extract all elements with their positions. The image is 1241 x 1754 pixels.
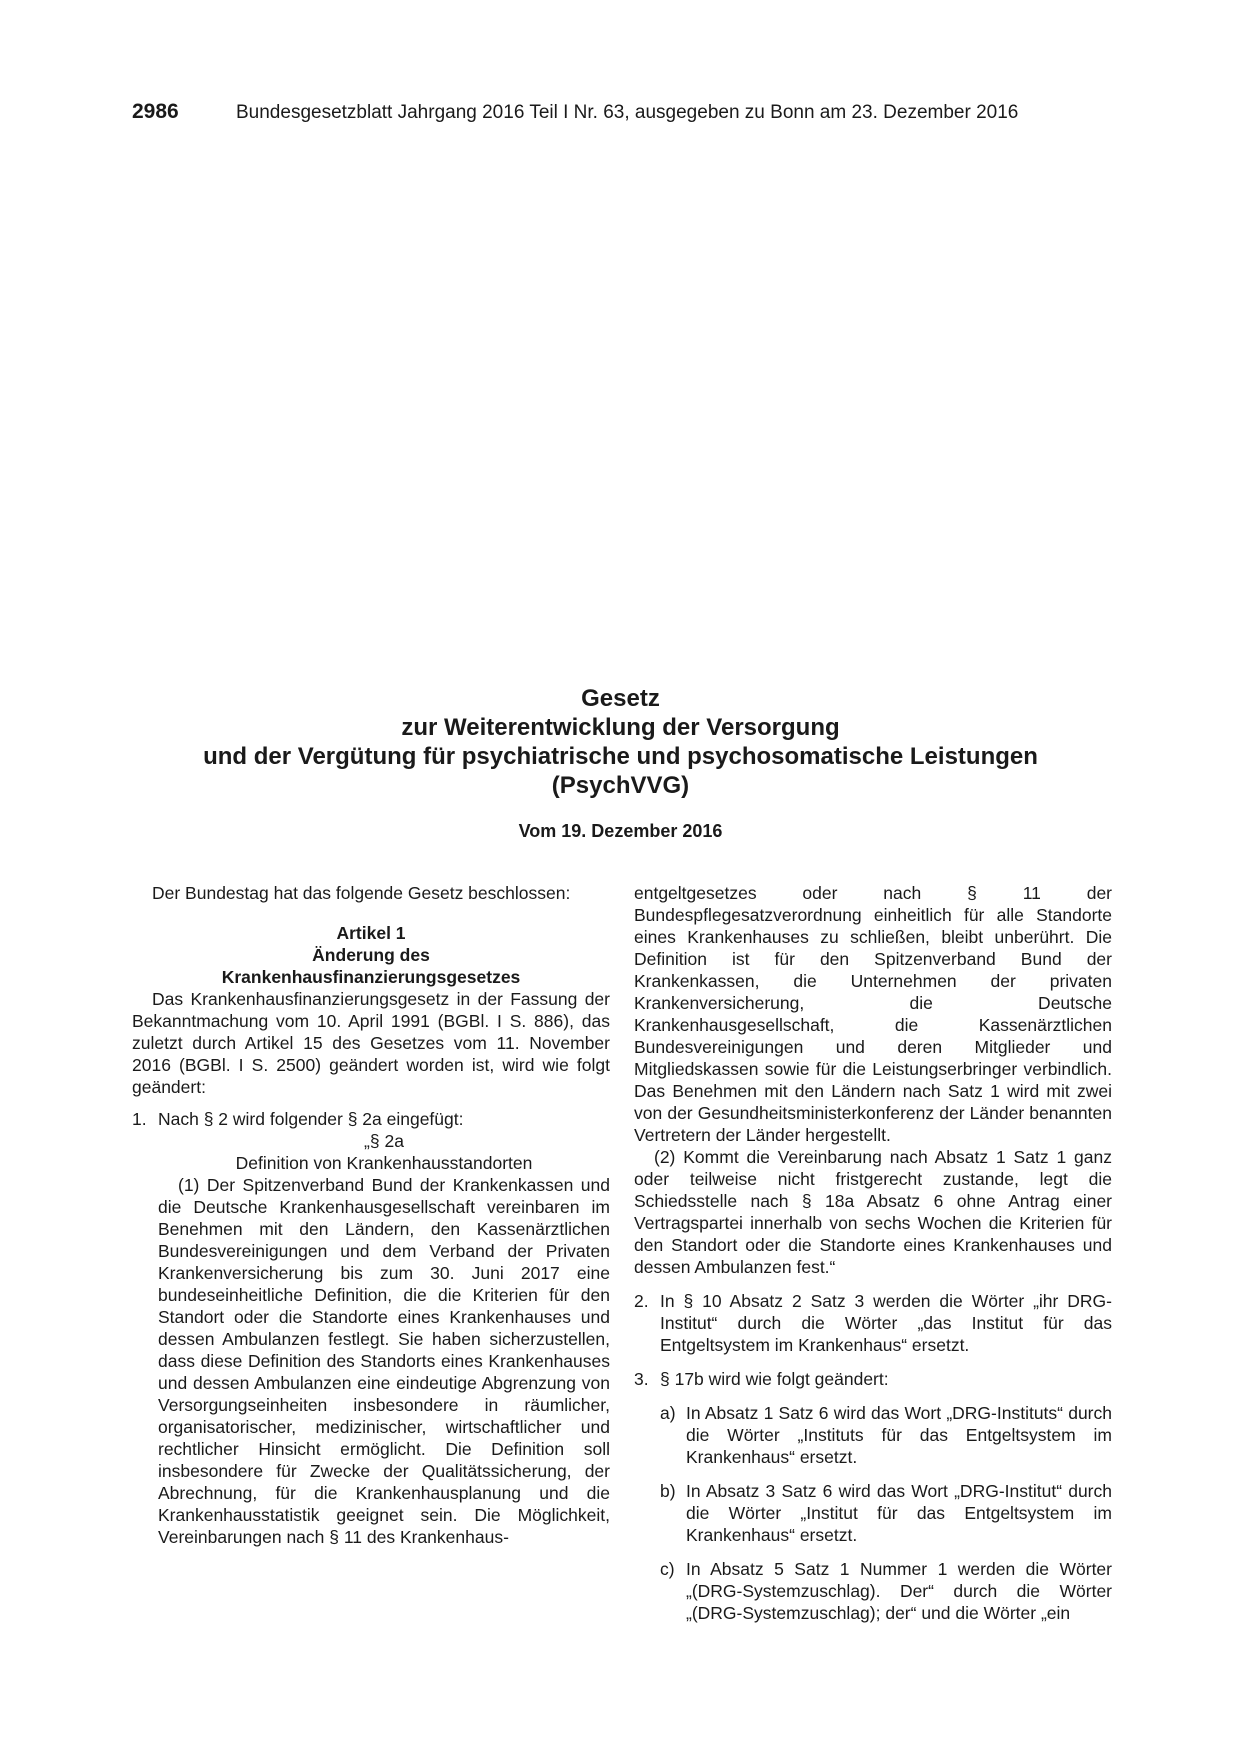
- sub-item-c: [634, 1558, 1112, 1624]
- sub-item-c-letter: c): [660, 1559, 675, 1579]
- list-item-1-number: 1.: [132, 1109, 147, 1129]
- page-number: 2986: [132, 100, 179, 123]
- list-item-2-number: 2.: [634, 1291, 649, 1311]
- title-line-2: zur Weiterentwicklung der Versorgung: [401, 714, 840, 741]
- page-header: [132, 100, 1018, 125]
- section-title: Definition von Krankenhausstandorten: [235, 1153, 533, 1173]
- title-line-4: (PsychVVG): [551, 772, 690, 799]
- section-paragraph-1-continued: entgeltgesetzes oder nach § 11 der Bundespflegesatzverordnung einheitlich für alle Standorte eines Krankenhauses zu schließen, bleibt unberührt. Die Definition ist für den Spitzenverband Bund der Krankenkassen, die Unternehmen der privaten Krankenversicherung, die Deutsche Krankenhausgesellschaft, die Kassenärztlichen Bundesvereinigungen und deren Mitglieder und Mitgliedskassen sowie für die Leistungserbringer verbindlich. Das Benehmen mit den Ländern nach Satz 1 wird mit zwei von der Gesundheitsministerkonferenz der Länder benannten Vertretern der Länder hergestellt.: [634, 883, 1112, 1145]
- title-line-3: und der Vergütung für psychiatrische und psychosomatische Leistungen: [203, 743, 1038, 770]
- list-item-3-number: 3.: [634, 1369, 649, 1389]
- list-item-2-text: In § 10 Absatz 2 Satz 3 werden die Wörter „ihr DRG-Institut“ durch die Wörter „das Institut für das Entgeltsystem im Krankenhaus“ ersetzt.: [660, 1291, 1112, 1355]
- list-item-1-text: Nach § 2 wird folgender § 2a eingefügt:: [158, 1109, 464, 1129]
- sub-item-a-text: In Absatz 1 Satz 6 wird das Wort „DRG-Instituts“ durch die Wörter „Instituts für das Entgeltsystem im Krankenhaus“ ersetzt.: [686, 1403, 1112, 1467]
- article-intro-paragraph: Das Krankenhausfinanzierungsgesetz in der Fassung der Bekanntmachung vom 10. April 1991 (BGBl. I S. 886), das zuletzt durch Artikel 15 des Gesetzes vom 11. November 2016 (BGBl. I S. 2500) geändert worden ist, wird wie folgt geändert:: [132, 989, 610, 1097]
- list-item-3: [634, 1368, 1112, 1390]
- left-column: [132, 882, 610, 1548]
- list-item-2: [634, 1290, 1112, 1356]
- article-title-line-1: Änderung des: [312, 945, 430, 965]
- list-item-1: [132, 1108, 610, 1130]
- article-label: Artikel 1: [336, 923, 406, 943]
- article-title-line-2: Krankenhausfinanzierungsgesetzes: [221, 967, 521, 987]
- right-column: [634, 882, 1112, 1624]
- enactment-formula: Der Bundestag hat das folgende Gesetz beschlossen:: [152, 883, 571, 903]
- section-paragraph-2: (2) Kommt die Vereinbarung nach Absatz 1 Satz 1 ganz oder teilweise nicht fristgerecht zustande, legt die Schiedsstelle nach § 18a Absatz 6 ohne Antrag einer Vertragspartei innerhalb von sechs Wochen die Kriterien für den Standort oder die Standorte eines Krankenhauses und dessen Ambulanzen fest.“: [634, 1147, 1112, 1277]
- sub-item-b-letter: b): [660, 1481, 676, 1501]
- sub-item-a: [634, 1402, 1112, 1468]
- sub-item-a-letter: a): [660, 1403, 676, 1423]
- section-label: „§ 2a: [364, 1131, 404, 1151]
- section-paragraph-1: (1) Der Spitzenverband Bund der Krankenkassen und die Deutsche Krankenhausgesellschaft vereinbaren im Benehmen mit den Ländern, den Kassenärztlichen Bundesvereinigungen und dem Verband der Privaten Krankenversicherung bis zum 30. Juni 2017 eine bundeseinheitliche Definition, die die Kriterien für den Standort oder die Standorte eines Krankenhauses und dessen Ambulanzen festlegt. Sie haben sicherzustellen, dass diese Definition des Standorts eines Krankenhauses und dessen Ambulanzen eine eindeutige Abgrenzung von Versorgungseinheiten insbesondere in räumlicher, organisatorischer, medizinischer, wirtschaftlicher und rechtlicher Hinsicht ermöglicht. Die Definition soll insbesondere für Zwecke der Qualitätssicherung, der Abrechnung, für die Krankenhausplanung und die Krankenhausstatistik geeignet sein. Die Möglichkeit, Vereinbarungen nach § 11 des Krankenhaus-: [158, 1175, 610, 1547]
- sub-item-b-text: In Absatz 3 Satz 6 wird das Wort „DRG-Institut“ durch die Wörter „Institut für das Entgeltsystem im Krankenhaus“ ersetzt.: [686, 1481, 1112, 1545]
- publication-line: Bundesgesetzblatt Jahrgang 2016 Teil I Nr. 63, ausgegeben zu Bonn am 23. Dezember 2016: [236, 102, 1019, 123]
- title-line-1: Gesetz: [581, 685, 660, 712]
- sub-item-c-text: In Absatz 5 Satz 1 Nummer 1 werden die Wörter „(DRG-Systemzuschlag). Der“ durch die Wörter „(DRG-Systemzuschlag); der“ und die Wörter „ein: [686, 1559, 1112, 1623]
- law-date: Vom 19. Dezember 2016: [518, 821, 723, 841]
- law-title: [0, 684, 1241, 800]
- sub-item-b: [634, 1480, 1112, 1546]
- list-item-3-text: § 17b wird wie folgt geändert:: [660, 1369, 889, 1389]
